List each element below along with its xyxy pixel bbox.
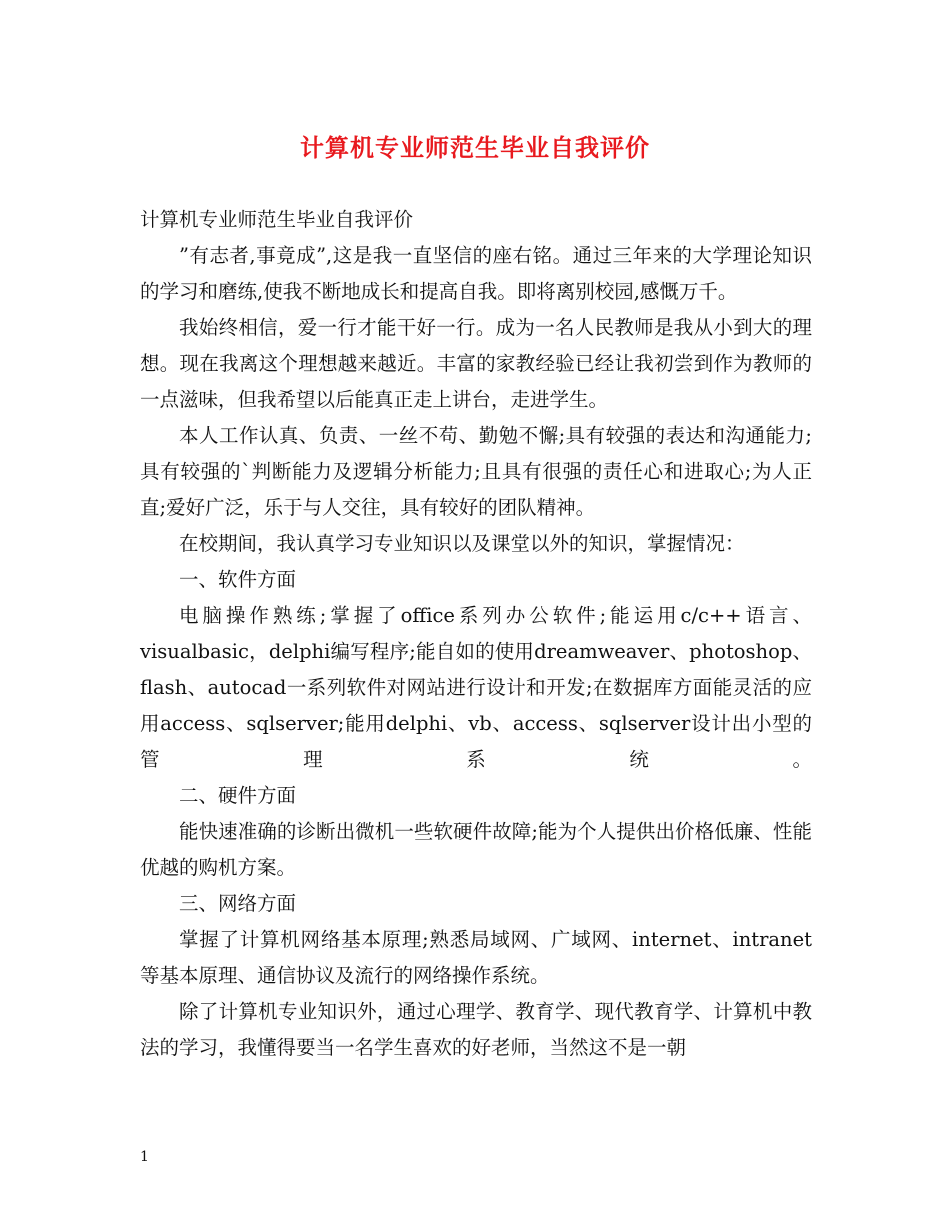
paragraph-work-attitude: 本人工作认真、负责、一丝不苟、勤勉不懈;具有较强的表达和沟通能力;具有较强的`判断能力及逻辑分析能力;且具有很强的责任心和进取心;为人正直;爱好广泛，乐于与人交往，具有较好的团队精神。 — [140, 424, 812, 519]
paragraph-software: 电脑操作熟练;掌握了office系列办公软件;能运用c/c++语言、visualbasic，delphi编写程序;能自如的使用dreamweaver、photoshop、flash、autocad一系列软件对网站进行设计和开发;在数据库方面能灵活的应用access、sqlserver;能用delphi、vb、access、sqlserver设计出小型的管理系统。 — [140, 604, 812, 771]
section-heading-software: 一、软件方面 — [179, 568, 297, 591]
paragraph-hardware: 能快速准确的诊断出微机一些软硬件故障;能为个人提供出价格低廉、性能优越的购机方案。 — [140, 820, 812, 879]
paragraph-motto: ”有志者,事竟成”,这是我一直坚信的座右铭。通过三年来的大学理论知识的学习和磨练,使我不断地成长和提高自我。即将离别校园,感慨万千。 — [140, 244, 812, 303]
document-title: 计算机专业师范生毕业自我评价 — [300, 133, 650, 162]
page-number: 1 — [140, 1149, 149, 1165]
paragraph-study-summary: 在校期间，我认真学习专业知识以及课堂以外的知识，掌握情况： — [179, 532, 745, 555]
paragraph-network: 掌握了计算机网络基本原理;熟悉局域网、广域网、internet、intranet等基本原理、通信协议及流行的网络操作系统。 — [140, 928, 812, 987]
section-heading-network: 三、网络方面 — [179, 892, 297, 915]
document-body — [140, 202, 812, 1066]
section-heading-hardware: 二、硬件方面 — [179, 784, 297, 807]
paragraph-education-study: 除了计算机专业知识外，通过心理学、教育学、现代教育学、计算机中教法的学习，我懂得要当一名学生喜欢的好老师，当然这不是一朝 — [140, 1000, 812, 1059]
paragraph-teaching-ideal: 我始终相信，爱一行才能干好一行。成为一名人民教师是我从小到大的理想。现在我离这个理想越来越近。丰富的家教经验已经让我初尝到作为教师的一点滋味，但我希望以后能真正走上讲台，走进学生。 — [140, 316, 812, 411]
paragraph-heading: 计算机专业师范生毕业自我评价 — [140, 208, 414, 231]
